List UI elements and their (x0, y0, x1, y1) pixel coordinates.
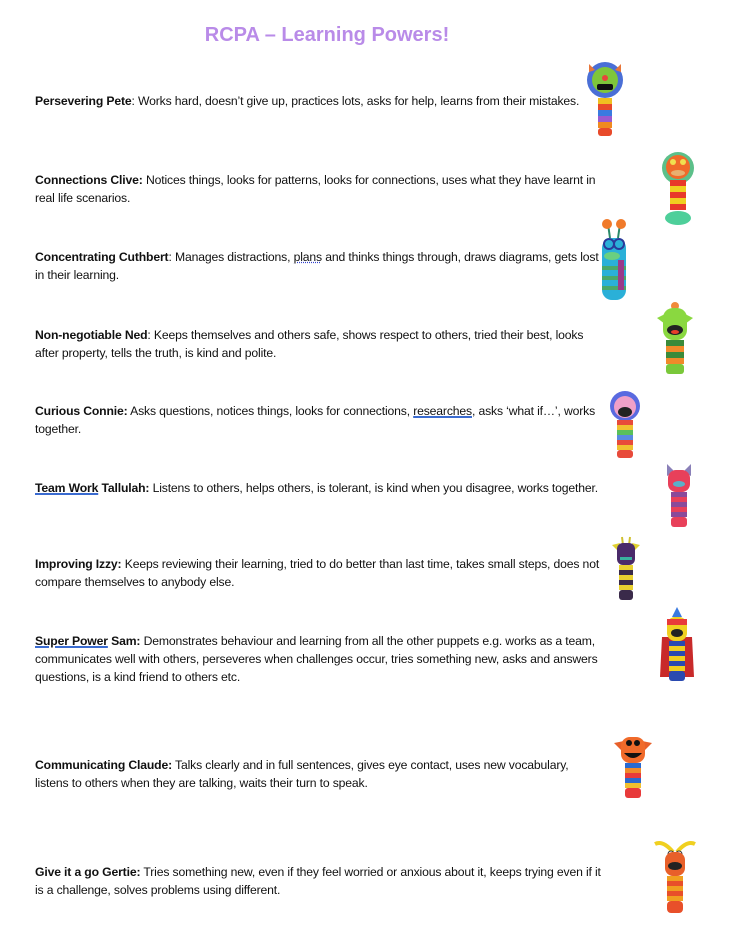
orange-dragon-puppet-icon (657, 150, 699, 228)
character-description: Tries something new, even if they feel worried or anxious about it, keeps trying even if it is a challenge, solves problems using different. (35, 865, 601, 897)
grammar-flagged-word: plans (293, 250, 322, 264)
green-alien-puppet-icon (655, 300, 695, 378)
blue-glasses-antenna-puppet-icon (596, 218, 632, 302)
purple-yellow-giraffe-puppet-icon (610, 535, 642, 605)
green-blue-furry-monster-puppet-icon (583, 60, 627, 142)
learning-power-entry (35, 171, 605, 207)
character-name: Give it a go Gertie: (35, 865, 141, 879)
learning-power-entry (35, 555, 605, 591)
learning-power-entry (35, 863, 605, 899)
spellcheck-flagged-word: Team Work (35, 481, 99, 495)
learning-power-entry: Curious Connie: Asks questions, notices things, looks for connections, researches, asks ‘what if…’, works together. (35, 404, 596, 436)
spellcheck-flagged-word: researches (413, 404, 472, 418)
character-name: Tallulah: (98, 481, 150, 495)
superhero-caped-puppet-icon (658, 607, 696, 689)
learning-power-entry (35, 632, 605, 686)
learning-power-entry: Persevering Pete: Works hard, doesn’t give up, practices lots, asks for help, learns from their mistakes. (35, 94, 580, 108)
character-name: Non-negotiable Ned (35, 328, 148, 342)
learning-power-entry (35, 479, 605, 497)
spellcheck-flagged-word: Super Power (35, 634, 108, 648)
character-description: Works hard, doesn’t give up, practices lots, asks for help, learns from their mistakes. (138, 94, 580, 108)
yellow-antenna-snake-puppet-icon (653, 838, 697, 918)
character-description: Keeps themselves and others safe, shows respect to others, tried their best, looks after property, tells the truth, is kind and polite. (35, 328, 584, 360)
character-name: Curious Connie: (35, 404, 128, 418)
character-name: Connections Clive: (35, 173, 143, 187)
character-name: Sam: (107, 634, 141, 648)
learning-power-entry: Concentrating Cuthbert: Manages distractions, plans and thinks things through, draws diagrams, gets lost in their learning. (35, 250, 599, 282)
page-title: RCPA – Learning Powers! (204, 24, 450, 46)
character-description: Notices things, looks for patterns, looks for connections, uses what they have learnt in real life scenarios. (35, 173, 596, 205)
orange-striped-puppet-icon (612, 733, 654, 803)
learning-power-entry: Non-negotiable Ned: Keeps themselves and others safe, shows respect to others, tried their best, looks after property, tells the truth, is kind and polite. (35, 328, 584, 360)
character-name: Communicating Claude: (35, 758, 173, 772)
character-description: Demonstrates behaviour and learning from all the other puppets e.g. works as a team, communicates well with others, perseveres when challenges occur, tries something new, asks and answers questions, is a kind friend to others etc. (35, 634, 598, 684)
character-description: Keeps reviewing their learning, tried to do better than last time, takes small steps, does not compare themselves to anybody else. (35, 557, 600, 589)
pink-cat-puppet-icon (663, 462, 695, 530)
character-name: Improving Izzy: (35, 557, 122, 571)
pink-furry-puppet-icon (607, 390, 643, 462)
character-name: Concentrating Cuthbert (35, 250, 169, 264)
character-name: Persevering Pete (35, 94, 132, 108)
learning-power-entry (35, 756, 605, 792)
character-description: Talks clearly and in full sentences, gives eye contact, uses new vocabulary, listens to others when they are talking, waits their turn to speak. (35, 758, 569, 790)
character-description: Listens to others, helps others, is tolerant, is kind when you disagree, works together. (152, 481, 598, 495)
